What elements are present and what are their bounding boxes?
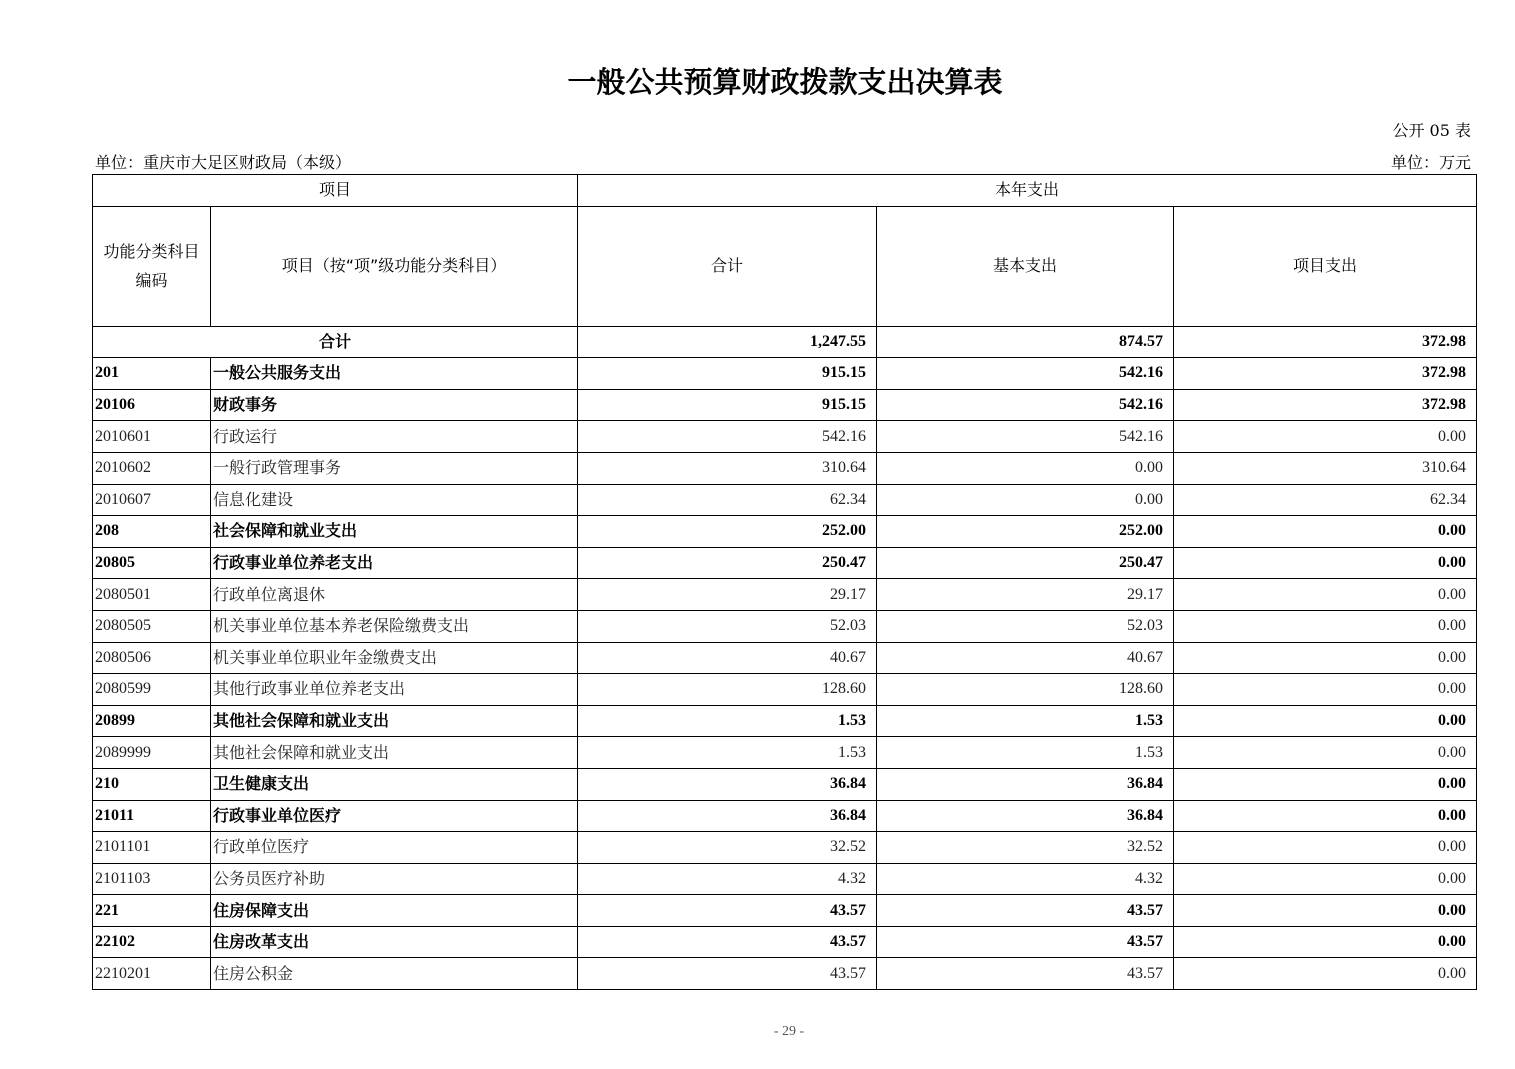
total-row: [93, 326, 1477, 358]
table-row: [93, 484, 1477, 516]
table-row: [93, 452, 1477, 484]
table-row: [93, 895, 1477, 927]
row-basic: 1.53: [877, 737, 1174, 769]
row-project: 62.34: [1174, 484, 1477, 516]
row-basic: 0.00: [877, 484, 1174, 516]
header-name-column: 项目（按“项”级功能分类科目）: [211, 206, 578, 326]
unit-organization: 单位：重庆市大足区财政局（本级）: [95, 153, 352, 172]
unit-currency: 单位：万元: [1390, 153, 1471, 172]
row-basic: 542.16: [877, 389, 1174, 421]
table-row: [93, 389, 1477, 421]
row-total: 250.47: [578, 547, 877, 579]
row-total: 43.57: [578, 926, 877, 958]
row-code: 2101103: [93, 863, 211, 895]
row-project: 0.00: [1174, 642, 1477, 674]
row-total: 62.34: [578, 484, 877, 516]
row-name: 住房改革支出: [211, 926, 578, 958]
row-name: 其他社会保障和就业支出: [211, 705, 578, 737]
row-code: 2010607: [93, 484, 211, 516]
row-basic: 52.03: [877, 610, 1174, 642]
table-row: [93, 610, 1477, 642]
row-basic: 128.60: [877, 674, 1174, 706]
row-code: 210: [93, 768, 211, 800]
table-row: [93, 547, 1477, 579]
table-header-row-2: [93, 206, 1477, 326]
row-total: 36.84: [578, 800, 877, 832]
table-row: [93, 768, 1477, 800]
row-name: 卫生健康支出: [211, 768, 578, 800]
row-code: 2080599: [93, 674, 211, 706]
table-row: [93, 358, 1477, 390]
row-project: 0.00: [1174, 547, 1477, 579]
row-name: 公务员医疗补助: [211, 863, 578, 895]
row-name: 行政事业单位养老支出: [211, 547, 578, 579]
header-code-line2: 编码: [135, 271, 168, 291]
table-row: [93, 421, 1477, 453]
header-current-year: 本年支出: [578, 175, 1477, 207]
header-project: 项目: [93, 175, 578, 207]
row-project: 0.00: [1174, 516, 1477, 548]
table-row: [93, 832, 1477, 864]
row-project: 0.00: [1174, 958, 1477, 990]
table-row: [93, 958, 1477, 990]
row-code: 20106: [93, 389, 211, 421]
row-name: 其他行政事业单位养老支出: [211, 674, 578, 706]
row-name: 机关事业单位职业年金缴费支出: [211, 642, 578, 674]
row-total: 52.03: [578, 610, 877, 642]
page-title: 一般公共预算财政拨款支出决算表: [567, 65, 1003, 99]
row-total: 29.17: [578, 579, 877, 611]
page-number: - 29 -: [773, 1024, 805, 1039]
row-project: 0.00: [1174, 705, 1477, 737]
table-row: [93, 737, 1477, 769]
table-row: [93, 642, 1477, 674]
row-code: 2010601: [93, 421, 211, 453]
table-row: [93, 674, 1477, 706]
row-basic: 0.00: [877, 452, 1174, 484]
row-name: 住房保障支出: [211, 895, 578, 927]
row-name: 一般公共服务支出: [211, 358, 578, 390]
row-total: 1.53: [578, 705, 877, 737]
row-code: 2101101: [93, 832, 211, 864]
row-code: 2010602: [93, 452, 211, 484]
row-project: 0.00: [1174, 610, 1477, 642]
row-code: 2089999: [93, 737, 211, 769]
row-total: 36.84: [578, 768, 877, 800]
row-project: 0.00: [1174, 579, 1477, 611]
row-basic: 36.84: [877, 800, 1174, 832]
row-total: 310.64: [578, 452, 877, 484]
row-total: 43.57: [578, 895, 877, 927]
table-row: [93, 800, 1477, 832]
row-code: 221: [93, 895, 211, 927]
row-code: 208: [93, 516, 211, 548]
row-basic: 32.52: [877, 832, 1174, 864]
row-project: 0.00: [1174, 768, 1477, 800]
row-basic: 29.17: [877, 579, 1174, 611]
row-basic: 40.67: [877, 642, 1174, 674]
row-project: 0.00: [1174, 926, 1477, 958]
total-row-basic: 874.57: [877, 326, 1174, 358]
row-code: 22102: [93, 926, 211, 958]
row-total: 915.15: [578, 389, 877, 421]
row-project: 0.00: [1174, 895, 1477, 927]
row-name: 行政单位医疗: [211, 832, 578, 864]
table-row: [93, 516, 1477, 548]
row-basic: 542.16: [877, 421, 1174, 453]
row-name: 其他社会保障和就业支出: [211, 737, 578, 769]
form-code-label: 公开 05 表: [1392, 121, 1471, 140]
row-project: 0.00: [1174, 737, 1477, 769]
row-total: 43.57: [578, 958, 877, 990]
row-code: 201: [93, 358, 211, 390]
row-project: 0.00: [1174, 832, 1477, 864]
row-name: 行政单位离退休: [211, 579, 578, 611]
row-name: 住房公积金: [211, 958, 578, 990]
row-code: 2080501: [93, 579, 211, 611]
header-code-line1: 功能分类科目: [103, 242, 200, 262]
header-project-column: 项目支出: [1174, 206, 1477, 326]
total-row-project: 372.98: [1174, 326, 1477, 358]
row-code: 20899: [93, 705, 211, 737]
row-code: 20805: [93, 547, 211, 579]
row-code: 2080506: [93, 642, 211, 674]
row-basic: 43.57: [877, 926, 1174, 958]
row-total: 32.52: [578, 832, 877, 864]
row-project: 0.00: [1174, 421, 1477, 453]
expenditure-table: [92, 174, 1477, 990]
row-name: 机关事业单位基本养老保险缴费支出: [211, 610, 578, 642]
row-code: 21011: [93, 800, 211, 832]
total-row-label: 合计: [93, 326, 578, 358]
row-project: 0.00: [1174, 674, 1477, 706]
row-basic: 36.84: [877, 768, 1174, 800]
table-header-row-1: [93, 175, 1477, 207]
row-basic: 43.57: [877, 895, 1174, 927]
row-basic: 1.53: [877, 705, 1174, 737]
row-project: 0.00: [1174, 800, 1477, 832]
row-basic: 4.32: [877, 863, 1174, 895]
row-name: 社会保障和就业支出: [211, 516, 578, 548]
row-name: 行政运行: [211, 421, 578, 453]
row-project: 310.64: [1174, 452, 1477, 484]
total-row-total: 1,247.55: [578, 326, 877, 358]
table-row: [93, 926, 1477, 958]
row-basic: 252.00: [877, 516, 1174, 548]
row-total: 252.00: [578, 516, 877, 548]
row-name: 一般行政管理事务: [211, 452, 578, 484]
row-name: 财政事务: [211, 389, 578, 421]
header-total-column: 合计: [578, 206, 877, 326]
row-project: 372.98: [1174, 358, 1477, 390]
row-total: 915.15: [578, 358, 877, 390]
table-body: [93, 326, 1477, 989]
table-row: [93, 863, 1477, 895]
row-name: 行政事业单位医疗: [211, 800, 578, 832]
row-total: 542.16: [578, 421, 877, 453]
row-project: 0.00: [1174, 863, 1477, 895]
row-basic: 250.47: [877, 547, 1174, 579]
row-total: 128.60: [578, 674, 877, 706]
row-name: 信息化建设: [211, 484, 578, 516]
table-row: [93, 705, 1477, 737]
row-project: 372.98: [1174, 389, 1477, 421]
row-code: 2210201: [93, 958, 211, 990]
row-code: 2080505: [93, 610, 211, 642]
table-row: [93, 579, 1477, 611]
header-code-column: [93, 206, 211, 326]
row-total: 40.67: [578, 642, 877, 674]
row-total: 1.53: [578, 737, 877, 769]
row-total: 4.32: [578, 863, 877, 895]
header-basic-column: 基本支出: [877, 206, 1174, 326]
row-basic: 43.57: [877, 958, 1174, 990]
row-basic: 542.16: [877, 358, 1174, 390]
